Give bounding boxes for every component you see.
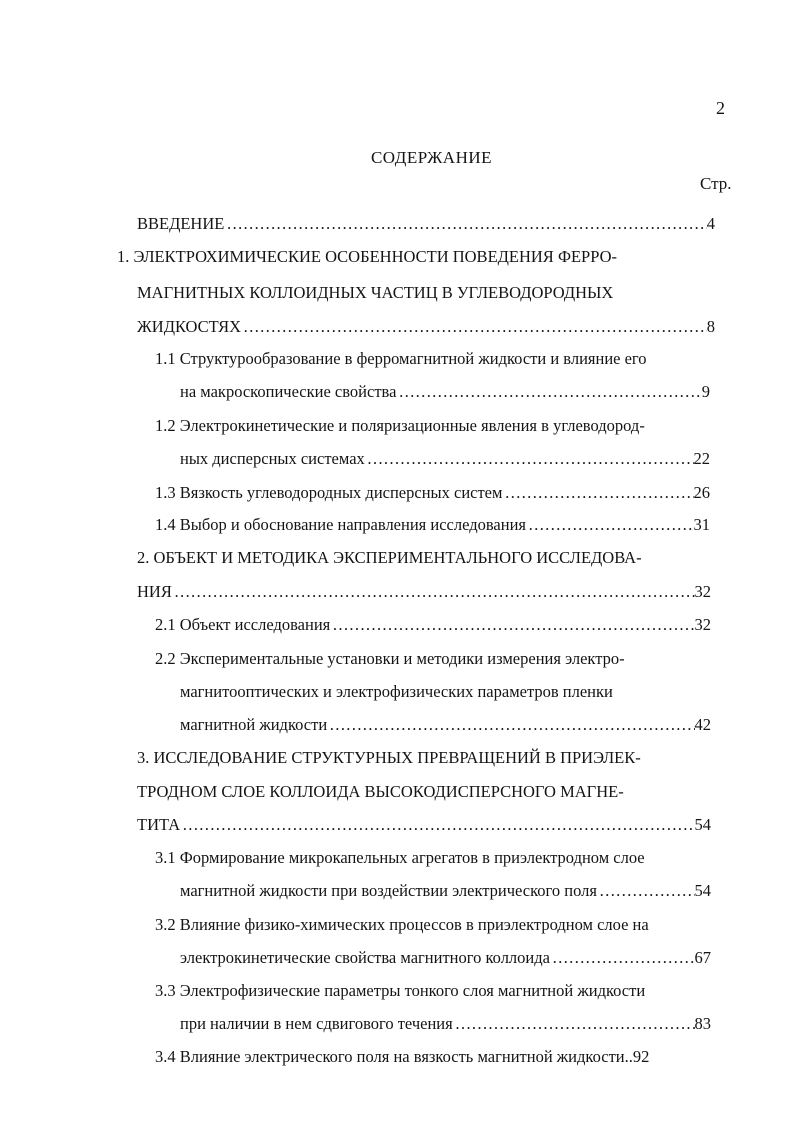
toc-entry-page: 22 [693, 449, 710, 468]
toc-entry-ch3-line1[interactable]: 3. ИССЛЕДОВАНИЕ СТРУКТУРНЫХ ПРЕВРАЩЕНИЙ В ПРИЭЛЕК- [137, 748, 641, 767]
toc-entry-page: 31 [693, 515, 710, 534]
toc-entry-s33-line1[interactable]: 3.3 Электрофизические параметры тонкого слоя магнитной жидкости [155, 981, 646, 1000]
toc-entry-title: магнитной жидкости [180, 715, 328, 734]
toc-entry-title: 2.1 Объект исследования [155, 615, 331, 634]
toc-entry-title: 3.4 Влияние электрического поля на вязкость магнитной жидкости.. [155, 1047, 633, 1066]
toc-leader-dots [396, 380, 701, 404]
toc-entry-page: 32 [694, 582, 711, 601]
toc-leader-dots [172, 580, 695, 604]
toc-leader-dots [453, 1012, 695, 1036]
toc-entry-page: 32 [694, 615, 711, 634]
toc-entry-s13[interactable] [155, 481, 710, 505]
toc-leader-dots [365, 447, 694, 471]
toc-entry-title: ЖИДКОСТЯХ [137, 317, 242, 336]
toc-entry-s32[interactable] [180, 946, 711, 970]
toc-leader-dots [526, 513, 694, 537]
toc-entry-s11[interactable] [180, 380, 710, 404]
toc-entry-title: на макроскопические свойства [180, 382, 397, 401]
toc-leader-dots [502, 481, 693, 505]
toc-entry-page: 4 [706, 214, 715, 233]
toc-entry-title: ТИТА [137, 815, 181, 834]
toc-leader-dots [327, 713, 694, 737]
toc-leader-dots [330, 613, 694, 637]
page-number: 2 [716, 98, 725, 118]
page-column-header: Стр. [700, 174, 732, 193]
toc-leader-dots [550, 946, 695, 970]
page-title: СОДЕРЖАНИЕ [370, 148, 493, 167]
toc-entry-intro[interactable] [137, 212, 715, 236]
toc-entry-s22[interactable] [180, 713, 711, 737]
toc-entry-title: магнитной жидкости при воздействии электрического поля [180, 881, 597, 900]
toc-entry-page: 42 [694, 715, 711, 734]
toc-entry-page: 54 [694, 881, 711, 900]
toc-entry-s22-line2[interactable]: магнитооптических и электрофизических параметров пленки [180, 682, 613, 701]
toc-entry-title: электрокинетические свойства магнитного коллоида [180, 948, 550, 967]
toc-entry-ch3-line2[interactable]: ТРОДНОМ СЛОЕ КОЛЛОИДА ВЫСОКОДИСПЕРСНОГО МАГНЕ- [137, 782, 624, 801]
toc-entry-page: 83 [694, 1014, 711, 1033]
toc-entry-ch1[interactable] [137, 315, 715, 339]
toc-entry-page: 54 [694, 815, 711, 834]
toc-entry-title: НИЯ [137, 582, 172, 601]
toc-leader-dots [224, 212, 706, 236]
toc-entry-page: 67 [694, 948, 711, 967]
toc-leader-dots [597, 879, 695, 903]
toc-entry-page: 92 [632, 1047, 650, 1066]
toc-entry-ch2-line1[interactable]: 2. ОБЪЕКТ И МЕТОДИКА ЭКСПЕРИМЕНТАЛЬНОГО ИССЛЕДОВА- [137, 548, 642, 567]
toc-entry-page: 8 [706, 317, 715, 336]
toc-entry-s14[interactable] [155, 513, 710, 537]
toc-entry-ch3[interactable] [137, 813, 711, 837]
toc-entry-s33[interactable] [180, 1012, 711, 1036]
toc-entry-s12-line1[interactable]: 1.2 Электрокинетические и поляризационные явления в углеводород- [155, 416, 645, 435]
toc-entry-s34[interactable] [155, 1045, 711, 1069]
toc-entry-title: 1.4 Выбор и обоснование направления исследования [155, 515, 526, 534]
toc-entry-ch1-line1[interactable]: 1. ЭЛЕКТРОХИМИЧЕСКИЕ ОСОБЕННОСТИ ПОВЕДЕНИЯ ФЕРРО- [117, 247, 618, 266]
toc-entry-title: ных дисперсных системах [180, 449, 365, 468]
toc-entry-s12[interactable] [180, 447, 710, 471]
toc-entry-page: 9 [701, 382, 710, 401]
toc-entry-ch2[interactable] [137, 580, 711, 604]
toc-entry-s31[interactable] [180, 879, 711, 903]
toc-leader-dots [180, 813, 694, 837]
toc-entry-title: 1.3 Вязкость углеводородных дисперсных систем [155, 483, 503, 502]
toc-entry-title: при наличии в нем сдвигового течения [180, 1014, 453, 1033]
toc-entry-s11-line1[interactable]: 1.1 Структурообразование в ферромагнитной жидкости и влияние его [155, 349, 647, 368]
toc-entry-title: ВВЕДЕНИЕ [137, 214, 225, 233]
toc-entry-s22-line1[interactable]: 2.2 Экспериментальные установки и методики измерения электро- [155, 649, 625, 668]
toc-entry-s31-line1[interactable]: 3.1 Формирование микрокапельных агрегатов в приэлектродном слое [155, 848, 645, 867]
toc-entry-page: 26 [693, 483, 710, 502]
toc-entry-ch1-line2[interactable]: МАГНИТНЫХ КОЛЛОИДНЫХ ЧАСТИЦ В УГЛЕВОДОРОДНЫХ [137, 283, 614, 302]
toc-entry-s21[interactable] [155, 613, 711, 637]
toc-entry-s32-line1[interactable]: 3.2 Влияние физико-химических процессов в приэлектродном слое на [155, 915, 649, 934]
toc-leader-dots [241, 315, 707, 339]
